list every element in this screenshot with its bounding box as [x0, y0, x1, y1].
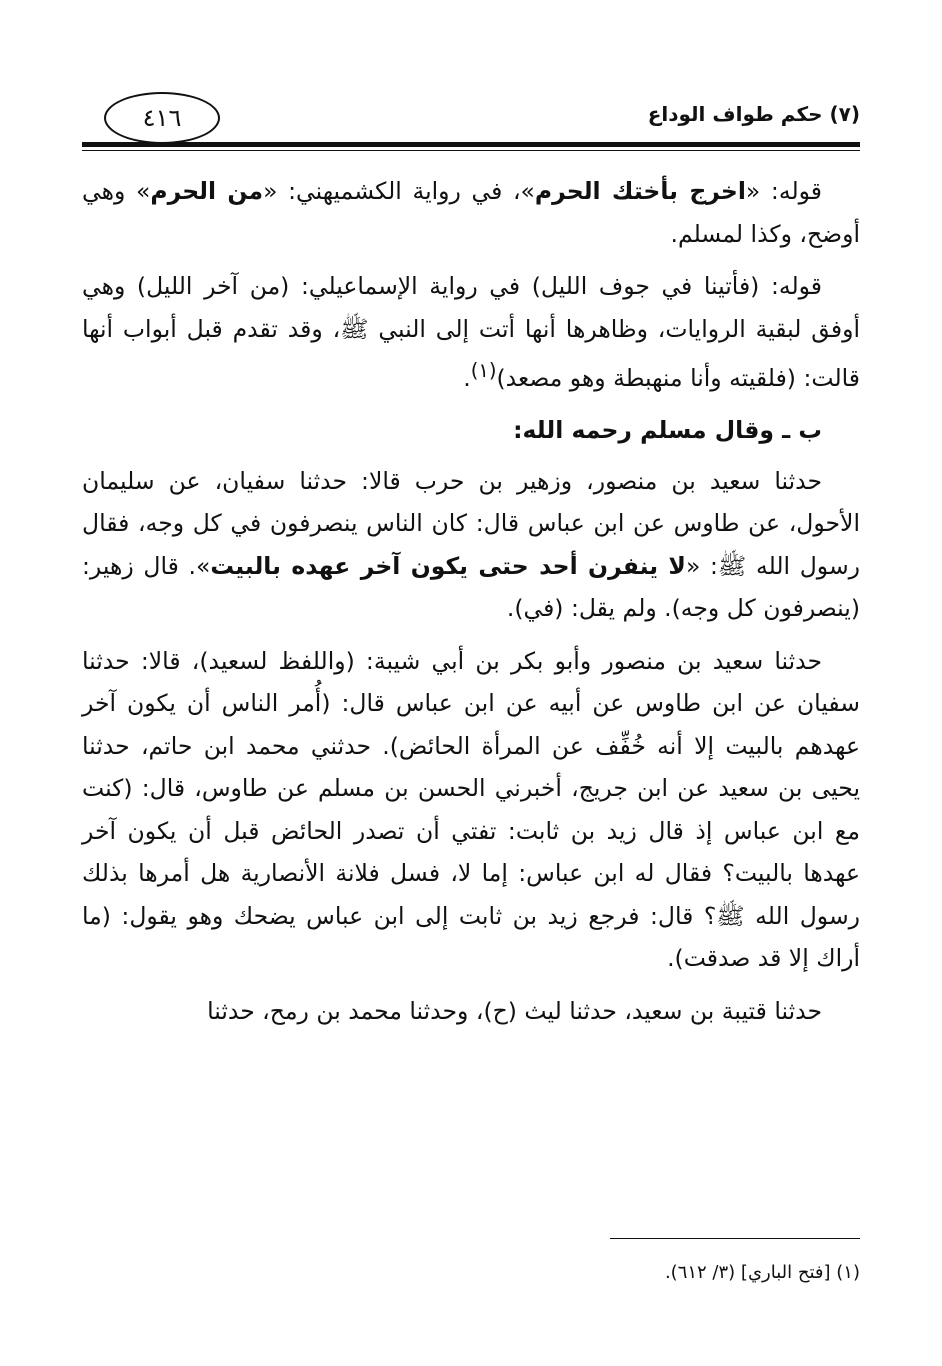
body-text [82, 170, 860, 1042]
footnote [665, 1262, 860, 1283]
paragraph-2: قوله: (فأتينا في جوف الليل) في رواية الإسماعيلي: (من آخر الليل) وهي أوفق لبقية الروايات، وظاهرها أنها أتت إلى النبي ﷺ، وقد تقدم قبل أبواب أنها قالت: (فلقيته وأنا منهبطة وهو مصعد)$^{(١)}$. [82, 272, 860, 392]
header-rule-thin [82, 150, 860, 151]
hadith-text-bold: لا ينفرن أحد حتى يكون آخر عهده بالبيت [210, 551, 686, 580]
footnote-number: (١) [836, 1262, 860, 1283]
header-rule-thick [82, 142, 860, 147]
quoted-hadith-phrase: اخرج بأختك الحرم [534, 177, 746, 205]
quoted-variant-phrase: من الحرم [150, 177, 264, 205]
chapter-title: (٧) حكم طواف الوداع [647, 102, 860, 126]
page-number: ٤١٦ [142, 104, 182, 132]
section-heading: ب ـ وقال مسلم رحمه الله: [513, 416, 822, 445]
footnote-ref: (١) [470, 359, 497, 382]
page-number-oval [104, 92, 220, 144]
paragraph-5: حدثنا قتيبة بن سعيد، حدثنا ليث (ح)، وحدثنا محمد بن رمح، حدثنا [207, 996, 822, 1025]
page-header [82, 92, 860, 152]
paragraph-1: قوله: «اخرج بأختك الحرم»، في رواية الكشميهني: «من الحرم» وهي أوضح، وكذا لمسلم. [82, 177, 860, 248]
footnote-separator [610, 1238, 860, 1239]
paragraph-4: حدثنا سعيد بن منصور وأبو بكر بن أبي شيبة: (واللفظ لسعيد)، قالا: حدثنا سفيان عن ابن طاوس عن أبيه عن ابن عباس قال: (أُمر الناس أن يكون آخر عهدهم بالبيت إلا أنه خُفِّف عن المرأة الحائض). حدثني محمد ابن حاتم، حدثنا يحيى بن سعيد عن ابن جريج، أخبرني الحسن بن مسلم عن طاوس، قال: (كنت مع ابن عباس إذ قال زيد بن ثابت: تفتي أن تصدر الحائض قبل أن يكون آخر عهدها بالبيت؟ فقال له ابن عباس: إما لا، فسل فلانة الأنصارية هل أمرها بذلك رسول الله ﷺ؟ قال: فرجع زيد بن ثابت إلى ابن عباس يضحك وهو يقول: (ما أراك إلا قد صدقت). [82, 646, 860, 973]
footnote-text: [فتح الباري] (٣/ ٦١٢). [664, 1262, 831, 1283]
paragraph-3: حدثنا سعيد بن منصور، وزهير بن حرب قالا: حدثنا سفيان، عن سليمان الأحول، عن طاوس عن ابن عباس قال: كان الناس ينصرفون في كل وجه، فقال رسول الله ﷺ: «لا ينفرن أحد حتى يكون آخر عهده بالبيت». قال زهير: (ينصرفون كل وجه). ولم يقل: (في). [82, 466, 860, 623]
